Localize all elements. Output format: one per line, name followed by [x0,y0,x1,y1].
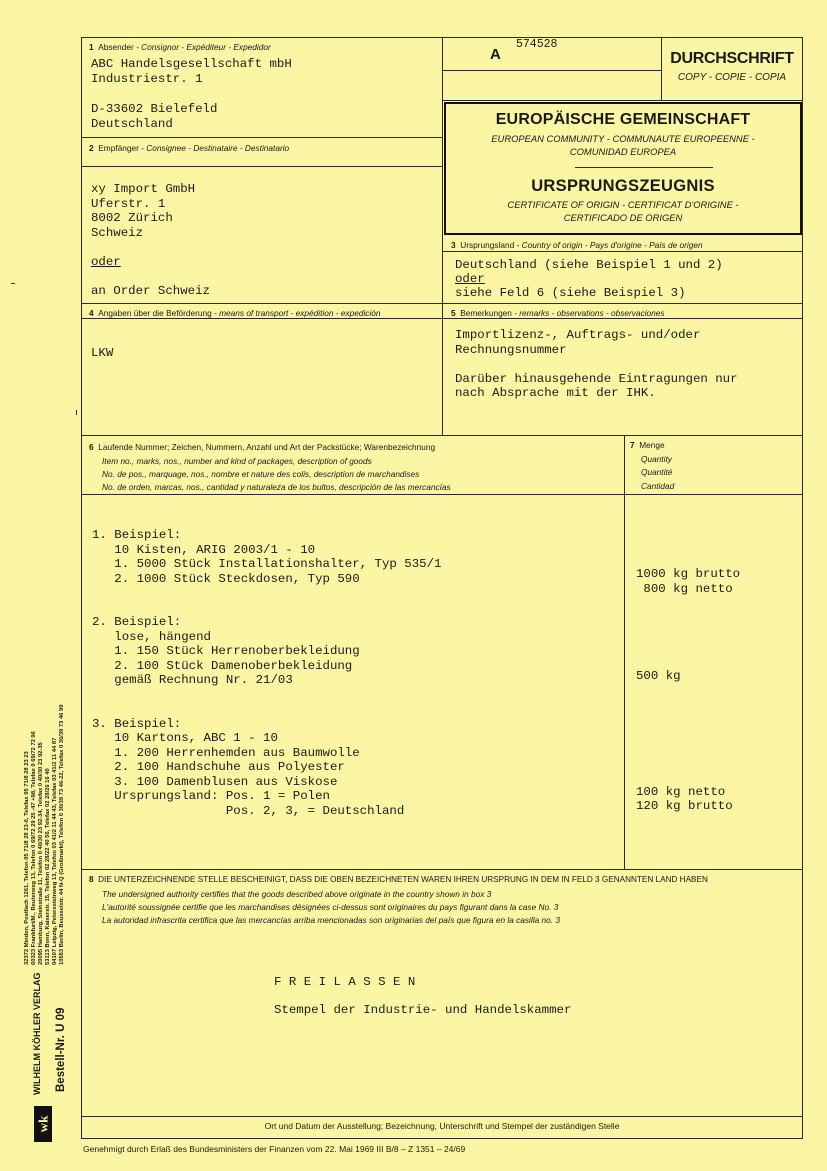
publisher-order-number: Bestell-Nr. U 09 [55,1007,67,1092]
margin-tick-1 [11,283,15,284]
box2-label [89,143,289,153]
box3-title-translations: - Country of origin - Pays d'origine - País de origen [514,240,703,250]
publisher-logo-text: wk [35,1115,50,1133]
box5-title: Bemerkungen [460,308,512,318]
box6-number: 6 [89,442,94,452]
box2-title: Empfänger [98,143,139,153]
box7-quantity-3a: 100 kg netto [636,785,726,799]
publisher-address-1: 32372 Minden, Postfach 1261, Telefon 05 71/8 28 23-0, Telefax 05 71/8 28 23 23 [24,751,30,965]
publisher-logo [34,1106,52,1142]
certificate-title: URSPRUNGSZEUGNIS [531,177,715,195]
box2-title-translations: - Consignee - Destinataire - Destinatario [138,143,290,153]
box1-consignor-line-5: Deutschland [91,117,173,131]
box4-title-translations: - means of transport - expédition - expedición [211,308,381,318]
box6-label-fr: No. de pos., marquage, nos., nombre et nature des colis, description de marchandises [102,469,420,479]
divider-3-5 [442,303,803,304]
copy-title: DURCHSCHRIFT [670,50,794,67]
divider-6-header [81,494,803,495]
copy-subtitle: COPY - COPIE - COPIA [677,72,787,83]
box3-title: Ursprungsland [460,240,515,250]
box6-label-es: No. de orden, marcas, nos., cantidad y naturaleza de los bultos, descripción de las mercancías [102,482,451,492]
box2-consignee-line-1: xy Import GmbH [91,182,196,196]
divider-2-4 [81,303,443,304]
box1-label [89,42,271,52]
box5-remarks-line-4: nach Absprache mit der IHK. [455,386,656,400]
frame-right [802,37,803,1139]
box8-label-fr: L'autorité soussignée certifie que les marchandises désignées ci-dessus sont originaires du pays figurant dans la case No. 3 [102,902,559,912]
box6-label-en: Item no., marks, nos., number and kind of packages, description of goods [102,456,372,466]
box7-label-es: Cantidad [641,481,675,491]
box1-consignor-line-4: D-33602 Bielefeld [91,102,218,116]
box7-label [630,440,665,450]
ec-subtitle-2: COMUNIDAD EUROPEA [569,146,677,157]
box8-label-es: La autoridad infrascrita certifica que las mercancías arriba mencionadas son originarias del país que figura en la casilla no. 3 [102,915,560,925]
box5-title-translations: - remarks - observations - observaciones [511,308,665,318]
divider-top-6 [81,435,803,436]
box4-title: Angaben über die Beförderung [98,308,212,318]
box4-number: 4 [89,308,94,318]
box5-remarks-line-3: Darüber hinausgehende Eintragungen nur [455,372,738,386]
publisher-address-4: 53113 Bonn, Kaiserstr. 15, Telefon 02 28/22 40 50, Telefax 02 28/26 16 40 [45,768,51,965]
box1-title: Absender [98,42,134,52]
box8-signature-label: Ort und Datum der Ausstellung; Bezeichnung, Unterschrift und Stempel der zuständigen Stelle [264,1121,620,1131]
certificate-subtitle-2: CERTIFICADO DE ORIGEN [563,212,683,223]
divider-8-sig [81,1116,803,1117]
box7-number: 7 [630,440,635,450]
box7-quantity-1b: 800 kg netto [636,582,733,596]
certificate-subtitle-1: CERTIFICATE OF ORIGIN - CERTIFICAT D'ORIGINE - [507,199,739,210]
box7-quantity-2: 500 kg [636,669,681,683]
ec-box-separator [575,167,713,168]
box7-quantity-3b: 120 kg brutto [636,799,733,813]
divider-3-label [442,251,803,252]
box1-title-translations: - Consignor - Expéditeur - Expedidor [133,42,271,52]
ec-subtitle-1: EUROPEAN COMMUNITY - COMMUNAUTE EUROPEENNE - [491,133,755,144]
box3-origin-line-1: Deutschland (siehe Beispiel 1 und 2) [455,258,723,272]
box2-consignee-line-3: 8002 Zürich [91,211,173,225]
publisher-address-3: 20095 Hamburg, Steinstraße 11, Telefon 0 40/30 23 92-34, Telefax 0 40/30 23 92-35 [38,742,44,965]
ec-title: EUROPÄISCHE GEMEINSCHAFT [495,111,751,128]
box2-alternative: an Order Schweiz [91,284,210,298]
box7-quantity-1a: 1000 kg brutto [636,567,741,581]
box5-number: 5 [451,308,456,318]
box6-label [89,442,435,452]
box2-consignee-line-2: Uferstr. 1 [91,197,166,211]
box5-remarks-line-1: Importlizenz-, Auftrags- und/oder [455,328,701,342]
box7-title: Menge [639,440,665,450]
box1-consignor-line-1: ABC Handelsgesellschaft mbH [91,57,292,71]
box3-oder: oder [455,272,485,286]
divider-5-label [442,318,803,319]
box6-title: Laufende Nummer; Zeichen, Nummern, Anzahl und Art der Packstücke; Warenbezeichnung [98,442,436,452]
box5-label [451,308,665,318]
divider-serial [661,37,662,100]
box1-consignor-line-2: Industriestr. 1 [91,72,203,86]
divider-mid [442,37,443,435]
box6-goods-description: 1. Beispiel: 10 Kisten, ARIG 2003/1 - 10 1. 5000 Stück Installationshalter, Typ 535/1 2. 1000 Stück Steckdosen, Typ 590 2. Beispiel: lose, hängend 1. 150 Stück Herrenoberbekleidung 2. 100 Stück Damenoberbekleidung gemäß Rechnung Nr. 21/03 3. Beispiel: 10 Kartons, ABC 1 - 10 1. 200 Herrenhemden aus Baumwolle 2. 100 Handschuhe aus Polyester 3. 100 Damenblusen aus Viskose Ursprungsland: Pos. 1 = Polen Pos. 2, 3, = Deutschland [92,528,442,818]
publisher-address-2: 60323 Frankfurt/M., Reuterweg 13, Telefon 0 69/72 29 25 -47 +98, Telefax 0 69/72 72 96 [31,731,37,965]
serial-number: 574528 [516,38,558,51]
margin-tick-2 [76,410,77,415]
divider-6-7 [624,435,625,869]
publisher-address-5: 04107 Leipzig, Peterssteinweg 13, Telefon 03 41/2 11 44 43, Telefax 03 41/2 11 44 87 [52,737,58,965]
box8-freilassen: F R E I L A S S E N [274,975,416,989]
divider-1-2 [81,137,443,138]
box7-label-fr: Quantité [641,467,673,477]
box3-origin-line-2: siehe Feld 6 (siehe Beispiel 3) [455,286,686,300]
box7-label-en: Quantity [641,454,672,464]
box8-number: 8 [89,875,94,884]
box2-consignee-line-4: Schweiz [91,226,144,240]
box2-number: 2 [89,143,94,153]
footer-approval: Genehmigt durch Erlaß des Bundesministers der Finanzen vom 22. Mai 1969 III B/8 – Z 1351 – 24/69 [83,1144,466,1154]
frame-left [81,37,82,1139]
box8-stamp-note: Stempel der Industrie- und Handelskammer [274,1003,572,1017]
frame-bottom [81,1138,803,1139]
box4-transport-value: LKW [91,346,114,360]
publisher-name: WILHELM KÖHLER VERLAG [32,972,42,1095]
box3-label [451,240,703,250]
box1-number: 1 [89,42,94,52]
box4-label [89,308,381,318]
box8-label-en: The undersigned authority certifies that the goods described above originate in the country shown in box 3 [102,889,492,899]
divider-4-label [81,318,443,319]
divider-serial-h [442,70,662,71]
box5-remarks-line-2: Rechnungsnummer [455,343,567,357]
box3-number: 3 [451,240,456,250]
divider-7-8 [81,869,803,870]
divider-top-right [442,100,803,101]
box8-title: DIE UNTERZEICHNENDE STELLE BESCHEINIGT, DASS DIE OBEN BEZEICHNETEN WAREN IHREN URSPRUNG IN DEM IN FELD 3 GENANNTEN LAND HABEN [98,875,708,884]
divider-2-label [81,166,443,167]
box8-label [89,875,708,885]
serial-prefix: A [490,46,501,63]
publisher-address-6: 10553 Berlin, Beusselstr. 44 N-Q (Großmarkt), Telefon 0 30/39 73 46-22, Telefax 0 30/39 73 46 99 [59,704,65,965]
box2-oder: oder [91,255,121,269]
